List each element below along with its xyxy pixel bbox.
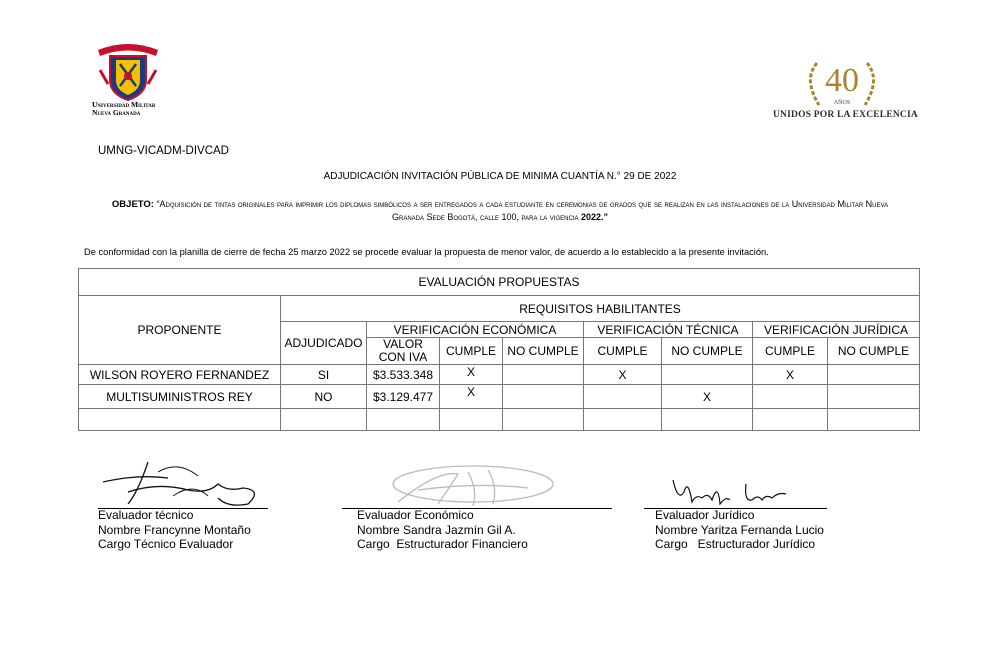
row-tec-cumple (584, 385, 662, 409)
signature-cargo: Cargo Técnico Evaluador (98, 537, 234, 551)
objeto-year: 2022.” (580, 212, 608, 222)
row-eco-cumple: X (440, 365, 503, 385)
intro-paragraph: De conformidad con la planilla de cierre de fecha 25 marzo 2022 se procede evaluar la propuesta de menor valor, de acuerdo a lo establecido a la presente invitación. (84, 247, 769, 257)
laurel-wreath-icon (797, 55, 887, 111)
economica-header: VERIFICACIÓN ECONÓMICA (367, 322, 584, 338)
signature-role: Evaluador Jurídico (655, 508, 755, 522)
row-eco-cumple: X (440, 385, 503, 409)
row-proponente: MULTISUMINISTROS REY (79, 385, 281, 409)
logo-text-line2: Nueva Granada (92, 108, 141, 117)
row-jur-cumple: X (753, 365, 828, 385)
row-tec-no (662, 365, 753, 385)
row-tec-no: X (662, 385, 753, 409)
signature-cargo: Cargo Estructurador Jurídico (655, 537, 816, 551)
signature-role: Evaluador técnico (98, 508, 194, 522)
signature-name: Nombre Yaritza Fernanda Lucio (655, 522, 824, 537)
anniversary-number: 40 (825, 62, 859, 99)
table-title: EVALUACIÓN PROPUESTAS (79, 269, 920, 296)
signature-block-juridico (655, 508, 824, 552)
valor-header-line2: CON IVA (378, 350, 428, 364)
signature-economico-icon (378, 460, 558, 510)
signature-cargo: Cargo Estructurador Financiero (357, 537, 528, 551)
logo-text-line1: Universidad Militar (92, 100, 156, 109)
anniversary-years: AÑOS (833, 100, 851, 106)
row-adjudicado: SI (281, 365, 367, 385)
table-row (79, 385, 920, 409)
juridica-header: VERIFICACIÓN JURÍDICA (753, 322, 920, 338)
tec-cumple-header: CUMPLE (584, 338, 662, 365)
objeto-label: OBJETO: (111, 199, 154, 210)
valor-header (367, 338, 440, 365)
anniversary-motto: UNIDOS POR LA EXCELENCIA (773, 110, 918, 120)
signature-role: Evaluador Económico (357, 508, 474, 522)
signature-name: Nombre Francynne Montaño (98, 522, 251, 537)
document-code: UMNG-VICADM-DIVCAD (98, 145, 229, 157)
row-eco-no (503, 385, 584, 409)
anniversary-logo (770, 55, 918, 125)
signature-tecnico-icon (98, 452, 268, 510)
signature-block-tecnico (98, 508, 251, 552)
objeto-text: “Adquisición de tintas originales para imprimir los diplomas simbólicos a ser entregados a cada estudiante en ceremonias de grados que se realizan en las instalaciones de la Universidad Militar Nueva Granada Sede Bogotá, calle 100, para la vigencia (156, 199, 889, 222)
document-title: ADJUDICACIÓN INVITACIÓN PÚBLICA DE MINIMA CUANTÍA N.° 29 DE 2022 (323, 171, 677, 182)
jur-no-cumple-header: NO CUMPLE (828, 338, 920, 365)
row-jur-no (828, 385, 920, 409)
proponente-header: PROPONENTE (79, 296, 281, 365)
row-jur-cumple (753, 385, 828, 409)
requisitos-header: REQUISITOS HABILITANTES (281, 296, 920, 322)
row-eco-no (503, 365, 584, 385)
signature-name: Nombre Sandra Jazmín Gil A. (357, 522, 516, 537)
signature-juridico-icon (668, 472, 798, 512)
row-proponente: WILSON ROYERO FERNANDEZ (79, 365, 281, 385)
university-logo (92, 40, 172, 130)
objeto-paragraph (100, 198, 900, 223)
row-valor: $3.533.348 (367, 365, 440, 385)
adjudicado-header: ADJUDICADO (281, 322, 367, 365)
eco-no-cumple-header: NO CUMPLE (503, 338, 584, 365)
eco-cumple-header: CUMPLE (440, 338, 503, 365)
row-tec-cumple: X (584, 365, 662, 385)
signature-block-economico (357, 508, 528, 552)
table-row-empty (79, 409, 920, 431)
tec-no-cumple-header: NO CUMPLE (662, 338, 753, 365)
jur-cumple-header: CUMPLE (753, 338, 828, 365)
row-adjudicado: NO (281, 385, 367, 409)
valor-header-line1: VALOR (383, 337, 423, 351)
row-valor: $3.129.477 (367, 385, 440, 409)
tecnica-header: VERIFICACIÓN TÉCNICA (584, 322, 753, 338)
university-crest-icon (96, 40, 160, 102)
row-jur-no (828, 365, 920, 385)
evaluation-table (78, 268, 920, 431)
table-row (79, 365, 920, 385)
